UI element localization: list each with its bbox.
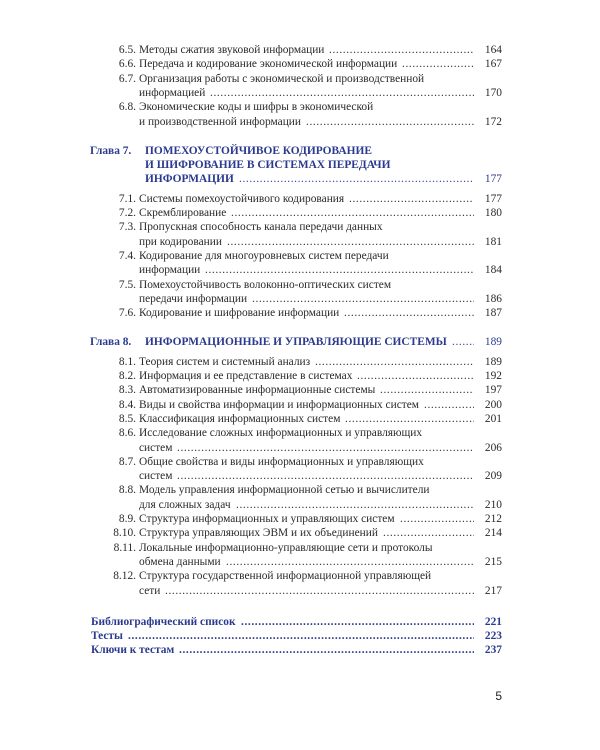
toc-line: [0, 427, 600, 441]
toc-line: [0, 499, 600, 513]
toc-page: 172: [484, 115, 502, 128]
toc-title: Скремблирование: [139, 207, 227, 219]
leader-dots: [239, 173, 474, 187]
toc-page: 200: [484, 398, 502, 411]
toc-page: 177: [484, 192, 502, 205]
toc-page: 223: [484, 630, 502, 643]
toc-title: Пропускная способность канала передачи данных: [139, 221, 383, 234]
toc-page: 184: [484, 264, 502, 277]
leader-dots: [345, 413, 474, 427]
toc-line: [0, 193, 600, 207]
leader-dots: [452, 336, 474, 350]
toc-number: 8.10.: [113, 527, 136, 540]
toc-page: 189: [484, 355, 502, 368]
toc-line: [0, 585, 600, 599]
toc-line: [0, 384, 600, 398]
leader-dots: [177, 442, 474, 456]
toc-title: Структура информационных и управляющих систем: [139, 513, 395, 525]
toc-title: и производственной информации: [139, 115, 301, 128]
toc-number: 7.1.: [118, 192, 136, 205]
toc-number: 7.6.: [118, 307, 136, 320]
toc-title: обмена данными: [139, 555, 221, 568]
toc-page: 192: [484, 370, 502, 382]
toc-title: ПОМЕХОУСТОЙЧИВОЕ КОДИРОВАНИЕ: [145, 144, 372, 157]
toc-title: Модель управления информационной сетью и вычислители: [139, 484, 430, 497]
leader-dots: [329, 44, 474, 58]
toc-line: [0, 73, 600, 87]
toc-line: [0, 644, 600, 658]
toc-line: [0, 616, 600, 630]
toc-number: 8.5.: [118, 412, 136, 425]
toc-line: [0, 442, 600, 456]
toc-line: [0, 264, 600, 278]
toc-line: [0, 44, 600, 58]
toc-line: [0, 570, 600, 584]
toc-number: 8.11.: [113, 541, 136, 554]
toc-title: Методы сжатия звуковой информации: [139, 44, 325, 56]
toc-number: 8.8.: [118, 484, 136, 497]
toc-title: Исследование сложных информационных и управляющих: [139, 427, 423, 440]
toc-line: [0, 173, 600, 187]
leader-dots: [402, 58, 474, 72]
toc-line: [0, 293, 600, 307]
toc-title: при кодировании: [139, 235, 222, 248]
toc-line: [0, 356, 600, 370]
toc-page: 214: [484, 527, 502, 540]
toc-page: 197: [484, 384, 502, 397]
toc-title: сети: [139, 584, 161, 597]
toc-line: [0, 556, 600, 570]
leader-dots: [177, 470, 474, 484]
toc-page: 237: [484, 644, 502, 657]
leader-dots: [252, 293, 474, 307]
toc-page: 167: [484, 58, 502, 71]
toc-title: Информация и ее представление в системах: [139, 370, 353, 382]
toc-title: И ШИФРОВАНИЕ В СИСТЕМАХ ПЕРЕДАЧИ: [145, 159, 391, 172]
toc-title: Организация работы с экономической и производственной: [139, 72, 425, 85]
leader-dots: [349, 193, 474, 207]
toc-line: [0, 221, 600, 235]
toc-title: Локальные информационно-управляющие сети и протоколы: [139, 541, 433, 554]
toc-line: [0, 236, 600, 250]
toc-number: 7.4.: [118, 249, 136, 262]
toc-page: 210: [484, 498, 502, 511]
toc-page: 177: [484, 173, 502, 186]
toc-title: Структура управляющих ЭВМ и их объединений: [139, 527, 378, 540]
toc-page: 187: [484, 307, 502, 320]
toc-line: [0, 399, 600, 413]
leader-dots: [205, 264, 474, 278]
leader-dots: [236, 499, 474, 513]
toc-number: 7.5.: [118, 278, 136, 291]
leader-dots: [380, 384, 474, 398]
toc-title: Помехоустойчивость волоконно-оптических систем: [139, 278, 392, 291]
toc-line: [0, 470, 600, 484]
toc-line: [0, 58, 600, 72]
toc-line: [0, 116, 600, 130]
toc-title: информацией: [139, 86, 206, 99]
leader-dots: [424, 399, 474, 413]
toc-number: 8.1.: [118, 355, 136, 368]
toc-page: 180: [484, 207, 502, 219]
leader-dots: [128, 630, 474, 644]
toc-title: Классификация информационных систем: [139, 412, 341, 425]
toc-line: [0, 413, 600, 427]
toc-title: Структура государственной информационной управляющей: [139, 570, 432, 583]
toc-title: Библиографический список: [91, 615, 236, 628]
page-number: 5: [495, 689, 502, 703]
toc-line: [0, 145, 600, 159]
toc-page: 164: [484, 44, 502, 56]
toc-title: систем: [139, 470, 173, 483]
toc-line: [0, 307, 600, 321]
toc-title: Системы помехоустойчивого кодирования: [139, 192, 345, 205]
toc-page: 206: [484, 441, 502, 454]
leader-dots: [306, 116, 474, 130]
toc-page: 209: [484, 470, 502, 483]
toc-number: 8.4.: [118, 398, 136, 411]
toc-line: [0, 250, 600, 264]
leader-dots: [344, 307, 474, 321]
toc-page: 212: [484, 513, 502, 525]
toc-title: Общие свойства и виды информационных и управляющих: [139, 455, 424, 468]
toc-line: [0, 336, 600, 350]
toc-line: [0, 484, 600, 498]
toc-title: Ключи к тестам: [91, 644, 175, 657]
toc-title: Виды и свойства информации и информационных систем: [139, 398, 419, 411]
leader-dots: [165, 585, 474, 599]
toc-number: 7.2.: [118, 207, 136, 219]
leader-dots: [241, 616, 474, 630]
toc-number: 8.2.: [118, 370, 136, 382]
toc-line: [0, 513, 600, 527]
toc-page: 201: [484, 412, 502, 425]
leader-dots: [383, 527, 474, 541]
toc-page: 215: [484, 555, 502, 568]
toc-page: 217: [484, 584, 502, 597]
toc-title: Автоматизированные информационные системы: [139, 384, 376, 397]
toc-number: Глава 8.: [90, 336, 132, 349]
toc-title: Тесты: [91, 630, 123, 643]
toc-number: 6.6.: [118, 58, 136, 71]
toc-page: 170: [484, 86, 502, 99]
leader-dots: [227, 236, 474, 250]
toc-number: 6.8.: [118, 101, 136, 114]
toc-number: 7.3.: [118, 221, 136, 234]
toc-line: [0, 542, 600, 556]
leader-dots: [210, 87, 474, 101]
toc-line: [0, 159, 600, 173]
leader-dots: [315, 356, 474, 370]
toc-line: [0, 101, 600, 115]
toc-title: ИНФОРМАЦИИ: [145, 173, 234, 186]
toc-line: [0, 207, 600, 221]
toc-line: [0, 527, 600, 541]
toc-title: Экономические коды и шифры в экономической: [139, 101, 374, 114]
toc-title: Кодирование и шифрование информации: [139, 307, 340, 320]
toc-number: 8.3.: [118, 384, 136, 397]
toc-line: [0, 87, 600, 101]
toc-page: 186: [484, 292, 502, 305]
toc-line: [0, 370, 600, 384]
toc-number: 8.12.: [113, 570, 136, 583]
toc-number: 8.9.: [118, 513, 136, 525]
toc-title: Теория систем и системный анализ: [139, 355, 311, 368]
toc-number: 6.5.: [118, 44, 136, 56]
toc-page: 189: [484, 336, 502, 349]
toc-number: 6.7.: [118, 72, 136, 85]
toc-line: [0, 456, 600, 470]
toc-title: систем: [139, 441, 173, 454]
toc-page: 181: [484, 235, 502, 248]
toc-title: ИНФОРМАЦИОННЫЕ И УПРАВЛЯЮЩИЕ СИСТЕМЫ: [145, 336, 447, 349]
leader-dots: [400, 513, 474, 527]
toc-line: [0, 630, 600, 644]
toc-title: передачи информации: [139, 292, 248, 305]
toc-title: для сложных задач: [139, 498, 231, 511]
leader-dots: [231, 207, 474, 221]
toc-title: информации: [139, 264, 201, 277]
toc-number: 8.6.: [118, 427, 136, 440]
toc-title: Кодирование для многоуровневых систем передачи: [139, 249, 389, 262]
leader-dots: [179, 644, 474, 658]
leader-dots: [357, 370, 474, 384]
toc-line: [0, 279, 600, 293]
toc-number: Глава 7.: [90, 144, 132, 157]
leader-dots: [226, 556, 474, 570]
toc-title: Передача и кодирование экономической информации: [139, 58, 398, 71]
toc-page: 221: [484, 615, 502, 628]
toc-number: 8.7.: [118, 455, 136, 468]
